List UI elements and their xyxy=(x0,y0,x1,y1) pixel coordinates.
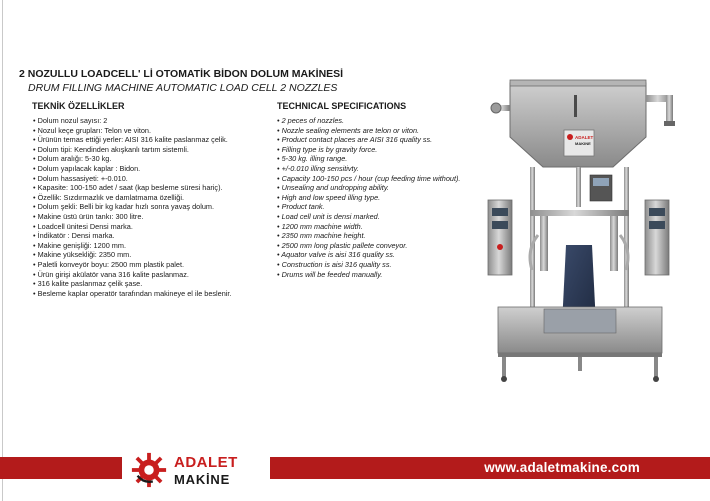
spec-item-en: • 5-30 kg. illing range. xyxy=(277,154,348,164)
logo-word-makine: MAKİNE xyxy=(174,472,231,487)
spec-item-tr: • Ürünün temas ettiği yerler: AISI 316 kalite paslanmaz çelik. xyxy=(33,135,228,145)
spec-item-en: • Construction is aisi 316 quality ss. xyxy=(277,259,392,269)
spec-item-en: • Load cell unit is densi marked. xyxy=(277,211,380,221)
spec-item-tr: • 316 kalite paslanmaz çelik şase. xyxy=(33,279,143,289)
spec-item-en: • Nozzle sealing elements are telon or viton. xyxy=(277,125,420,135)
spec-item-tr: • Ürün girişi akülatör vana 316 kalite paslanmaz. xyxy=(33,269,189,279)
spec-item-tr: • Besleme kaplar operatör tarafından makineye el ile beslenir. xyxy=(33,288,232,298)
panel-logo-icon xyxy=(567,134,573,140)
weighing-indicator-right xyxy=(645,200,669,275)
spec-item-en: • 2 peces of nozzles. xyxy=(277,116,345,125)
spec-item-tr: • Paletli konveyör boyu: 2500 mm plastik palet. xyxy=(33,259,185,269)
panel-brand-word2: MAKINE xyxy=(575,141,591,146)
spec-item-en: • High and low speed illing type. xyxy=(277,192,381,202)
spec-item-tr: • Makine yüksekliği: 2350 mm. xyxy=(33,250,132,260)
spec-item-tr: • Dolum nozul sayısı: 2 xyxy=(33,116,108,125)
spec-list-turkish xyxy=(33,116,238,298)
title-turkish: 2 NOZULLU LOADCELL' Lİ OTOMATİK BİDON DOLUM MAKİNESİ xyxy=(19,68,344,80)
spec-item-tr: • Dolum şekli: Belli bir kg kadar hızlı sonra yavaş dolum. xyxy=(33,202,214,212)
spec-item-en: • Unsealing and undropping ability. xyxy=(277,183,389,193)
heading-technical-specifications: TECHNICAL SPECIFICATIONS xyxy=(277,101,407,111)
gear-logo-icon xyxy=(130,451,168,489)
spec-item-en: • Product tank. xyxy=(277,202,325,212)
spec-item-en: • 2350 mm machine height. xyxy=(277,231,366,241)
spec-item-tr: • Dolum tipi: Kendinden akışkanlı tartım sistemli. xyxy=(33,144,189,154)
machine-photo xyxy=(478,75,683,400)
spec-item-en: • 2500 mm long plastic pallete conveyor. xyxy=(277,240,408,250)
logo-word-adalet: ADALET xyxy=(174,454,238,471)
machine-base xyxy=(498,307,662,382)
spec-item-tr: • İndikatör : Densi marka. xyxy=(33,231,115,241)
spec-item-tr: • Özellik: Sızdırmazlık ve damlatmama özelliği. xyxy=(33,192,184,202)
spec-item-en: • 1200 mm machine width. xyxy=(277,221,363,231)
page-left-border xyxy=(2,0,3,501)
spec-item-tr: • Dolum hassasiyeti: +-0.010. xyxy=(33,173,128,183)
spec-item-tr: • Nozul keçe grupları: Telon ve viton. xyxy=(33,125,152,135)
heading-teknik-ozellikler: TEKNİK ÖZELLİKLER xyxy=(32,101,125,111)
spec-item-en: • Capacity 100-150 pcs / hour (cup feeding time without). xyxy=(277,173,461,183)
title-english: DRUM FILLING MACHINE AUTOMATIC LOAD CELL 2 NOZZLES xyxy=(28,82,338,94)
spec-item-en: • Aquator valve is aisi 316 quality ss. xyxy=(277,250,395,260)
control-panel xyxy=(564,130,594,156)
weighing-indicator-left xyxy=(488,200,512,275)
spec-item-en: • +/-0.010 illing sensitivty. xyxy=(277,163,359,173)
spec-item-tr: • Kapasite: 100-150 adet / saat (kap besleme süresi hariç). xyxy=(33,183,223,193)
spec-item-tr: • Makine üstü ürün tankı: 300 litre. xyxy=(33,211,144,221)
spec-item-en: • Filling type is by gravity force. xyxy=(277,144,378,154)
spec-item-en: • Drums will be feeded manually. xyxy=(277,269,383,279)
spec-item-tr: • Dolum yapılacak kaplar : Bidon. xyxy=(33,163,141,173)
footer-logo xyxy=(122,447,270,493)
panel-brand-word1: ADALET xyxy=(575,135,594,140)
spec-item-tr: • Makine genişliği: 1200 mm. xyxy=(33,240,126,250)
spec-item-tr: • Loadcell ünitesi Densi marka. xyxy=(33,221,133,231)
spec-item-en: • Product contact places are AISI 316 quality ss. xyxy=(277,135,433,145)
spec-list-english xyxy=(277,116,492,279)
website-url: www.adaletmakine.com xyxy=(484,460,640,475)
spec-item-tr: • Dolum aralığı: 5-30 kg. xyxy=(33,154,112,164)
